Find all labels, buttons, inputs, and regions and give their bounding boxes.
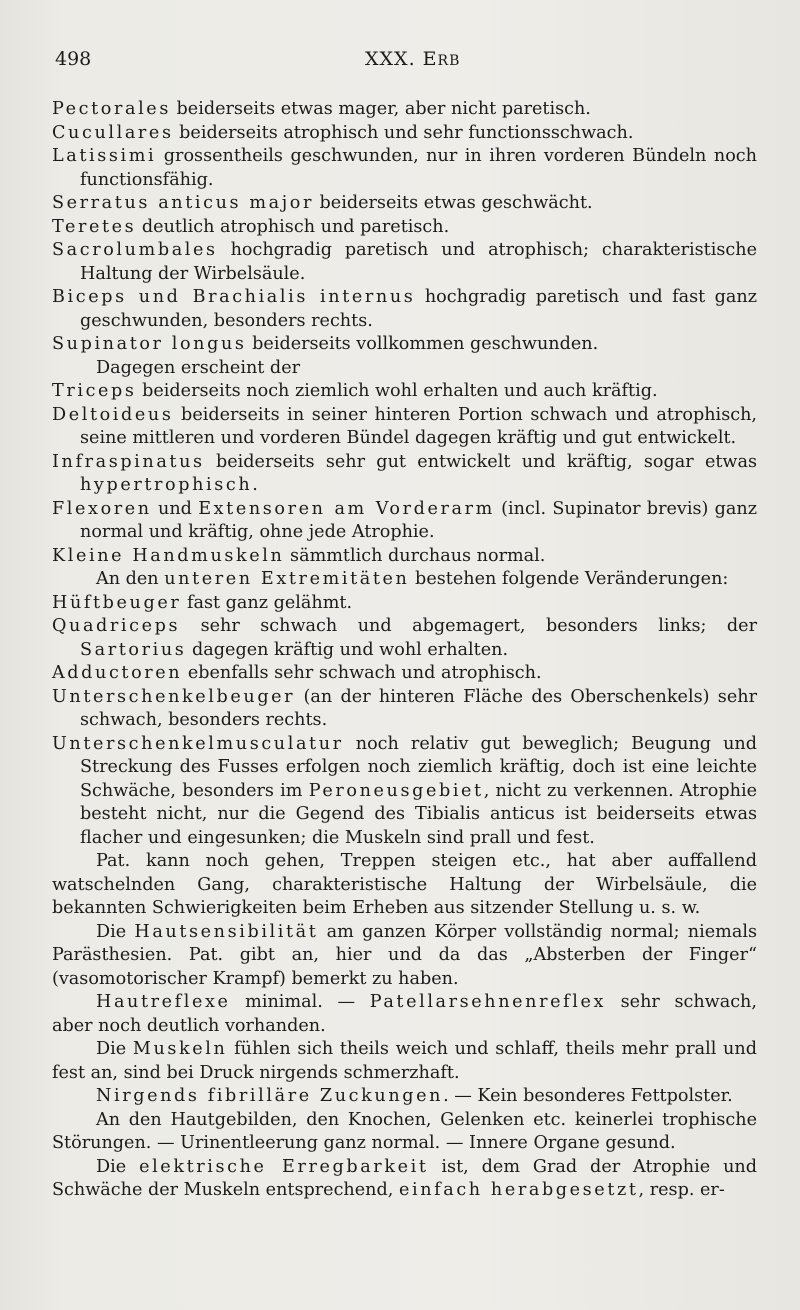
text-run: ebenfalls sehr schwach und atrophisch.: [182, 663, 542, 683]
spaced-term: Unterschenkelbeuger: [52, 686, 296, 707]
text-run: .: [252, 475, 258, 495]
body-text: [52, 98, 757, 1203]
chapter-title: [365, 48, 460, 70]
text-run: , nicht zu verkennen. Atrophie besteht nicht, nur die Gegend des Tibialis anticus ist beiderseits etwas flacher und eingesunken; die Muskeln sind prall und fest.: [80, 780, 757, 848]
muscle-entry: [52, 286, 757, 333]
text-run: (an der hinteren Fläche des Oberschenkels) sehr schwach, besonders rechts.: [80, 686, 757, 730]
text-run: sehr schwach, aber noch deutlich vorhanden.: [52, 992, 757, 1036]
spaced-term: Deltoideus: [52, 404, 174, 425]
text-run: sämmtlich durchaus normal.: [284, 545, 546, 566]
text-run: beiderseits atrophisch und sehr functionsschwach.: [173, 122, 634, 143]
text-run: ist, dem Grad der Atrophie und Schwäche der Muskeln entsprechend,: [52, 1156, 757, 1200]
spaced-term: Unterschenkelmusculatur: [52, 733, 344, 754]
spaced-term: Sacrolumbales: [52, 240, 218, 260]
spaced-term: Hüftbeuger: [52, 592, 182, 613]
text-run: hochgradig paretisch und atrophisch; charakteristische Haltung der Wirbelsäule.: [80, 240, 757, 284]
spaced-term: Peroneusgebiet: [308, 780, 484, 801]
text-run: bestehen folgende Veränderungen:: [409, 569, 729, 589]
spaced-term: Patellarsehnenreflex: [369, 992, 607, 1012]
text-run: Die: [96, 1156, 140, 1177]
text-run: hochgradig paretisch und fast ganz geschwunden, besonders rechts.: [80, 287, 757, 331]
muscle-entry: [52, 545, 757, 569]
spaced-term: Hautreflexe: [96, 992, 231, 1012]
text-run: (incl. Supinator brevis) ganz normal und kräftig, ohne jede Atrophie.: [80, 498, 757, 542]
spaced-term: Supinator longus: [52, 334, 247, 354]
muscle-entry: [52, 98, 757, 122]
text-run: fast ganz gelähmt.: [181, 592, 353, 613]
spaced-term: Kleine Handmuskeln: [52, 545, 285, 566]
text-run: und: [151, 498, 199, 519]
spaced-term: elektrische Erregbarkeit: [139, 1156, 429, 1177]
spaced-term: Adductoren: [52, 663, 183, 683]
text-run: beiderseits sehr gut entwickelt und kräftig, sogar etwas: [204, 451, 757, 472]
muscle-entry: [52, 239, 757, 286]
spaced-term: Infraspinatus: [52, 451, 205, 472]
text-paragraph: [52, 991, 757, 1038]
muscle-entry: [52, 615, 757, 662]
muscle-entry: [52, 122, 757, 146]
spaced-term: Quadriceps: [52, 616, 181, 636]
text-run: am ganzen Körper vollständig normal; niemals Parästhesien. Pat. gibt an, hier und da das „Absterben der Finger“ (vasomotorischer Krampf) bemerkt zu haben.: [52, 921, 757, 989]
text-run: beiderseits vollkommen geschwunden.: [246, 334, 599, 354]
spaced-term: Biceps und Brachialis internus: [52, 287, 416, 307]
spaced-term: Serratus anticus major: [52, 193, 314, 213]
muscle-entry: [52, 686, 757, 733]
spaced-term: Pectorales: [52, 99, 171, 119]
text-run: fühlen sich theils weich und schlaff, theils mehr prall und fest an, sind bei Druck nirgends schmerzhaft.: [52, 1039, 757, 1083]
spaced-term: unteren Extremitäten: [164, 569, 410, 589]
spaced-term: hypertrophisch: [80, 475, 253, 495]
text-paragraph: [52, 921, 757, 992]
spaced-term: Sartorius: [80, 639, 187, 660]
muscle-entry: [52, 592, 757, 616]
spaced-term: einfach herabgesetzt: [398, 1180, 639, 1200]
text-paragraph: [52, 357, 757, 381]
text-run: Die: [96, 1039, 133, 1059]
spaced-term: Muskeln: [132, 1039, 228, 1059]
text-paragraph: [52, 1156, 757, 1203]
text-run: Die: [96, 921, 135, 942]
text-run: deutlich atrophisch und paretisch.: [136, 216, 450, 237]
text-run: beiderseits etwas mager, aber nicht paretisch.: [170, 99, 591, 119]
text-run: minimal. —: [230, 992, 370, 1012]
muscle-entry: [52, 451, 757, 498]
text-run: beiderseits noch ziemlich wohl erhalten und auch kräftig.: [136, 381, 658, 401]
muscle-entry: [52, 192, 757, 216]
spaced-term: Latissimi: [52, 146, 157, 166]
chapter-number: XXX.: [365, 48, 416, 70]
running-header: [55, 48, 755, 74]
spaced-term: Triceps: [52, 381, 137, 401]
muscle-entry: [52, 733, 757, 851]
spaced-term: Hautsensibilität: [134, 921, 319, 942]
chapter-author: ERB: [422, 48, 461, 70]
text-run: Pat. kann noch gehen, Treppen steigen etc., hat aber auffallend watschelnden Gang, charakteristische Haltung der Wirbelsäule, die bekannten Schwierigkeiten beim Erheben aus sitzender Stellung u. s. w.: [52, 851, 757, 918]
muscle-entry: [52, 145, 757, 192]
muscle-entry: [52, 404, 757, 451]
spaced-term: Cucullares: [52, 122, 174, 143]
text-run: An den: [96, 569, 165, 589]
text-run: dagegen kräftig und wohl erhalten.: [186, 639, 509, 660]
text-run: Dagegen erscheint der: [96, 357, 301, 378]
muscle-entry: [52, 216, 757, 240]
page-number: 498: [55, 48, 92, 70]
text-paragraph: [52, 1109, 757, 1156]
spaced-term: Extensoren am Vorderarm: [198, 498, 495, 519]
text-run: . — Kein besonderes Fettpolster.: [443, 1086, 733, 1106]
text-run: , resp. er-: [638, 1180, 725, 1200]
muscle-entry: [52, 498, 757, 545]
spaced-term: Flexoren: [52, 498, 152, 519]
text-paragraph: [52, 1038, 757, 1085]
muscle-entry: [52, 662, 757, 686]
text-run: sehr schwach und abgemagert, besonders links; der: [180, 616, 757, 636]
text-run: noch relativ gut beweglich; Beugung und Streckung des Fusses erfolgen noch ziemlich kräftig, doch ist eine leichte Schwäche, besonders im: [80, 733, 757, 801]
spaced-term: Nirgends fibrilläre Zuckungen: [96, 1086, 444, 1106]
text-run: grossentheils geschwunden, nur in ihren vorderen Bündeln noch functionsfähig.: [80, 146, 757, 190]
spaced-term: Teretes: [52, 216, 137, 237]
text-run: beiderseits in seiner hinteren Portion schwach und atrophisch, seine mittleren und vorderen Bündel dagegen kräftig und gut entwickelt.: [80, 404, 757, 448]
text-paragraph: [52, 568, 757, 592]
muscle-entry: [52, 380, 757, 404]
muscle-entry: [52, 333, 757, 357]
text-paragraph: [52, 1085, 757, 1109]
text-run: beiderseits etwas geschwächt.: [313, 193, 593, 213]
text-paragraph: [52, 850, 757, 921]
text-run: An den Hautgebilden, den Knochen, Gelenken etc. keinerlei trophische Störungen. — Urinentleerung ganz normal. — Innere Organe gesund.: [52, 1109, 757, 1153]
